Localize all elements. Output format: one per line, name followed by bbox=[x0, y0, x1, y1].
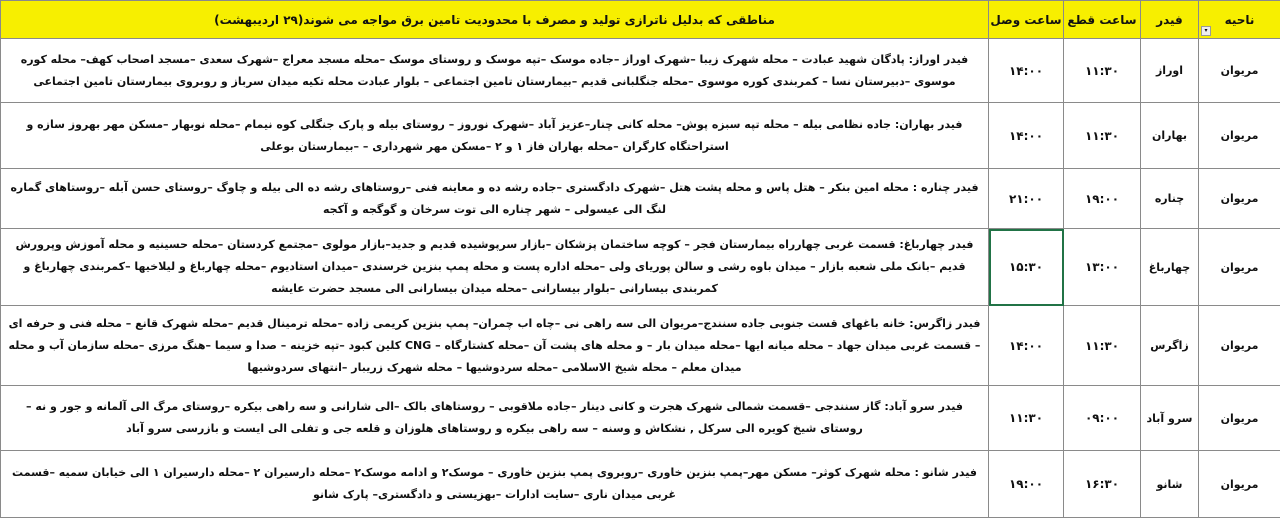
cut-time-cell[interactable]: ۱۱:۳۰ bbox=[1064, 39, 1141, 103]
table-row bbox=[1, 451, 1280, 518]
header-connect-time[interactable]: ساعت وصل bbox=[989, 1, 1064, 39]
region-cell[interactable]: مریوان bbox=[1199, 169, 1280, 229]
areas-cell[interactable]: فیدر بهاران: جاده نظامی بیله – محله تپه سبزه پوش– محله کانی چنار–عزیز آباد –شهرک نوروز – روستای بیله و پارک جنگلی کوه نیمام –محله نوبهار –مسکن مهر بهروز سازه و استراحتگاه کارگران –محله بهاران فاز ۱ و ۲ –مسکن مهر شهرداری – –بیمارستان بوعلی bbox=[1, 103, 989, 169]
cut-time-cell[interactable]: ۱۶:۳۰ bbox=[1064, 451, 1141, 518]
region-cell[interactable]: مریوان bbox=[1199, 386, 1280, 451]
areas-cell[interactable]: فیدر چهارباغ: قسمت غربی چهارراه بیمارستان فجر – کوچه ساختمان پزشکان –بازار سرپوشیده قدیم و جدید–بازار مولوی –مجتمع کردستان –محله حسینیه و محله آموزش وپرورش قدیم –بانک ملی شعبه بازار – میدان باوه رشی و سالن پوریای ولی –محله اداره پست و محله پمپ بنزین خرسندی –میدان استادیوم –محله چهارباغ و لیلاخیها –کمربندی چهارباغ و کمربندی بیسارانی –بلوار بیسارانی –محله میدان بیسارانی الی مسجد حضرت عایشه bbox=[1, 229, 989, 306]
header-cut-time[interactable]: ساعت قطع bbox=[1064, 1, 1141, 39]
areas-cell[interactable]: فیدر زاگرس: خانه باغهای قست جنوبی جاده سنندج–مریوان الی سه راهی نی –چاه اب چمران– پمپ بنزین کریمی زاده –محله ترمینال قدیم –محله شهرک قانع – محله فنی و حرفه ای – قسمت غربی میدان جهاد – محله میانه ایها –محله میدان بار – و محله های پشت آن –محله کشتارگاه – CNG کلین کبود –تپه خزینه – صدا و سیما –هنگ مرزی –محله سازمان آب و محله میدان معلم – محله شیخ الاسلامی –محله سردوشیها – محله شهرک زریبار –انتهای سردوشیها bbox=[1, 306, 989, 386]
table-row bbox=[1, 229, 1280, 306]
connect-time-cell[interactable]: ۱۱:۳۰ bbox=[989, 386, 1064, 451]
feeder-cell[interactable]: چهارباغ bbox=[1141, 229, 1199, 306]
header-feeder[interactable]: فیدر bbox=[1141, 1, 1199, 39]
feeder-cell[interactable]: سرو آباد bbox=[1141, 386, 1199, 451]
cut-time-cell[interactable]: ۱۱:۳۰ bbox=[1064, 306, 1141, 386]
region-cell[interactable]: مریوان bbox=[1199, 229, 1280, 306]
cut-time-cell[interactable]: ۰۹:۰۰ bbox=[1064, 386, 1141, 451]
feeder-cell[interactable]: شانو bbox=[1141, 451, 1199, 518]
table-row bbox=[1, 39, 1280, 103]
areas-cell[interactable]: فیدر شانو : محله شهرک کوثر– مسکن مهر–پمپ بنزین خاوری –روبروی پمپ بنزین خاوری – موسک۲ و ادامه موسک۲ –محله دارسیران ۲ –محله دارسیران ۱ الی خیابان سمیه –قسمت غربی میدان ناری –سایت ادارات –بهزیستی و دادگستری– پارک شانو bbox=[1, 451, 989, 518]
connect-time-cell[interactable]: ۱۴:۰۰ bbox=[989, 39, 1064, 103]
cut-time-cell[interactable]: ۱۳:۰۰ bbox=[1064, 229, 1141, 306]
region-cell[interactable]: مریوان bbox=[1199, 103, 1280, 169]
feeder-cell[interactable]: بهاران bbox=[1141, 103, 1199, 169]
connect-time-cell[interactable]: ۲۱:۰۰ bbox=[989, 169, 1064, 229]
connect-time-cell-selected[interactable]: ۱۵:۳۰ bbox=[989, 229, 1064, 306]
connect-time-cell[interactable]: ۱۴:۰۰ bbox=[989, 306, 1064, 386]
connect-time-cell[interactable]: ۱۴:۰۰ bbox=[989, 103, 1064, 169]
region-cell[interactable]: مریوان bbox=[1199, 306, 1280, 386]
feeder-cell[interactable]: زاگرس bbox=[1141, 306, 1199, 386]
header-description[interactable]: مناطقی که بدلیل ناترازی تولید و مصرف با محدودیت تامین برق مواجه می شوند(۲۹ اردیبهشت) bbox=[1, 1, 989, 39]
cut-time-cell[interactable]: ۱۱:۳۰ bbox=[1064, 103, 1141, 169]
region-cell[interactable]: مریوان bbox=[1199, 451, 1280, 518]
feeder-cell[interactable]: اوراز bbox=[1141, 39, 1199, 103]
table-row bbox=[1, 306, 1280, 386]
table-row bbox=[1, 386, 1280, 451]
region-cell[interactable]: مریوان bbox=[1199, 39, 1280, 103]
table-row bbox=[1, 103, 1280, 169]
header-region[interactable]: ناحیه ▾ bbox=[1199, 1, 1280, 39]
filter-icon[interactable]: ▾ bbox=[1201, 26, 1211, 36]
cut-time-cell[interactable]: ۱۹:۰۰ bbox=[1064, 169, 1141, 229]
table-row bbox=[1, 169, 1280, 229]
areas-cell[interactable]: فیدر اوراز: پادگان شهید عبادت – محله شهرک زیبا –شهرک اوراز –جاده موسک –تپه موسک و روستای موسک –محله مسجد معراج –شهرک سعدی –مسجد اصحاب کهف– محله کوره موسوی –دبیرستان نسا – کمربندی کوره موسوی –محله جنگلبانی قدیم –بیمارستان تامین اجتماعی – بلوار عبادت محله تکیه میدان سرباز و روبروی بیمارستان تامین اجتماعی bbox=[1, 39, 989, 103]
header-row bbox=[1, 1, 1280, 39]
feeder-cell[interactable]: چناره bbox=[1141, 169, 1199, 229]
areas-cell[interactable]: فیدر سرو آباد: گاز سنندجی –قسمت شمالی شهرک هجرت و کانی دینار –جاده ملاقوبی – روستاهای بالک –الی شارانی و سه راهی بیکره –روستای مرگ الی آلمانه و جور و نه – روستای شیخ کویره الی سرکل , نشکاش و وسنه – سه راهی بیکره و روستاهای هلوزان و قلعه جی و تفلی الی ایست و بازرسی سرو آباد bbox=[1, 386, 989, 451]
connect-time-cell[interactable]: ۱۹:۰۰ bbox=[989, 451, 1064, 518]
areas-cell[interactable]: فیدر چناره : محله امین بنکر – هتل پاس و محله پشت هتل –شهرک دادگستری –جاده رشه ده و معاینه فنی –روستاهای رشه ده الی بیله و چاوگ –روستای حسن آبله –روستاهای گماره لنگ الی عیسولی – شهر چناره الی توت سرخان و گوگجه و آکجه bbox=[1, 169, 989, 229]
